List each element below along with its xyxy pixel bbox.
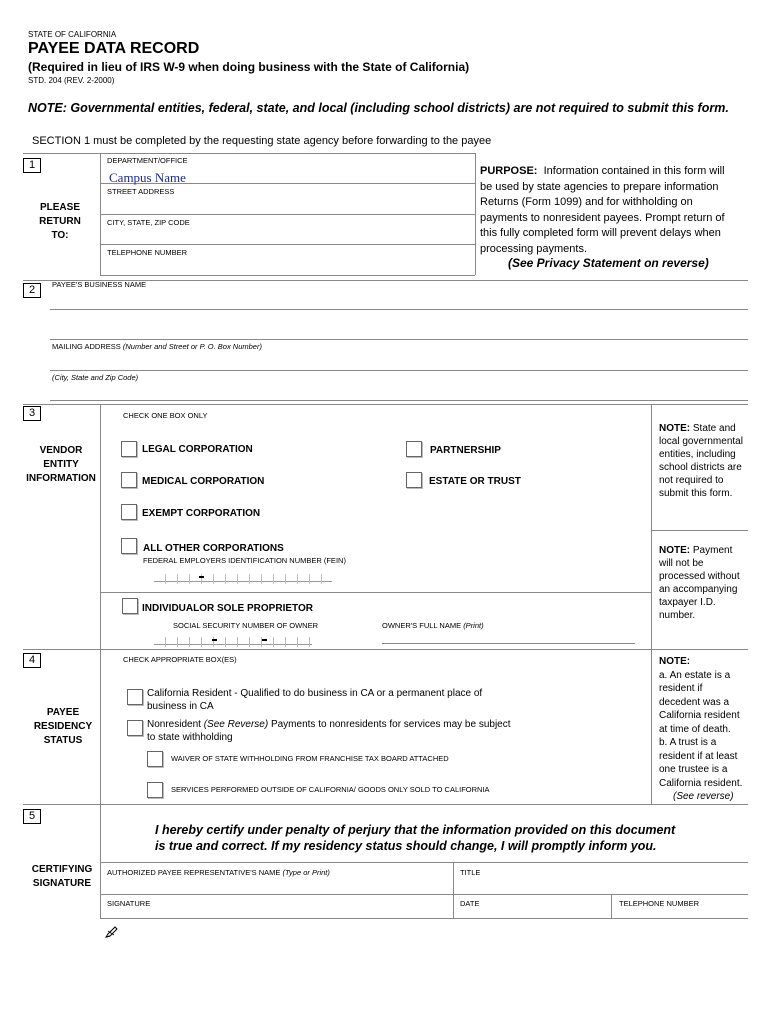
rep-name-label[interactable] [107, 868, 330, 877]
partnership-checkbox[interactable] [406, 441, 422, 457]
purpose-line: payments to nonresident payees. Prompt return of [480, 211, 725, 224]
section-1-number: 1 [23, 158, 41, 173]
section-3-number: 3 [23, 406, 41, 421]
owner-name-field[interactable] [382, 643, 635, 644]
vendor-label-line: INFORMATION [26, 473, 96, 484]
exempt-corporation-label: EXEMPT CORPORATION [142, 508, 261, 519]
note-heading: NOTE: [659, 423, 691, 434]
note-line: processed without [659, 571, 740, 582]
note-line: b. A trust is a [659, 737, 717, 748]
mailing-address-text: MAILING ADDRESS [52, 342, 121, 351]
mailing-address-label [52, 342, 262, 351]
residency-status-label [30, 706, 96, 748]
title-label[interactable]: TITLE [460, 868, 481, 877]
other-corporations-label: ALL OTHER CORPORATIONS [143, 543, 284, 554]
estate-trust-label: ESTATE OR TRUST [429, 476, 521, 487]
partnership-label: PARTNERSHIP [430, 445, 501, 456]
note-line: school districts are [659, 462, 742, 473]
purpose-line: processing payments. [480, 242, 587, 255]
return-label-line: TO: [51, 230, 69, 241]
return-to-label [30, 201, 90, 243]
california-resident-label [147, 687, 482, 713]
california-resident-checkbox[interactable] [127, 689, 143, 705]
note-line: resident if [659, 683, 703, 694]
note-residency [659, 655, 751, 804]
individual-checkbox[interactable] [122, 598, 138, 614]
street-address-label: STREET ADDRESS [107, 187, 175, 196]
resident-line: California Resident - Qualified to do business in CA or a permanent place of [147, 688, 483, 699]
ssn-field[interactable] [154, 634, 312, 645]
note-line: local governmental [659, 436, 743, 447]
note-heading: NOTE: [659, 656, 691, 667]
certifying-label-line: SIGNATURE [32, 878, 92, 889]
purpose-line-text: Information contained in this form will [543, 165, 725, 177]
section-4-number: 4 [23, 653, 41, 668]
note-line [659, 422, 749, 435]
form-number: STD. 204 (REV. 2-2000) [28, 76, 115, 85]
note-line: submit this form. [659, 488, 733, 499]
exempt-corporation-checkbox[interactable] [121, 504, 137, 520]
note-line: California resident [659, 710, 740, 721]
nonresident-checkbox[interactable] [127, 720, 143, 736]
residency-label-line: RESIDENCY [33, 721, 93, 732]
ssn-dash-2 [262, 639, 267, 641]
medical-corporation-label: MEDICAL CORPORATION [142, 476, 265, 487]
purpose-line: this fully completed form will prevent delays when [480, 227, 721, 239]
certifying-label-line: CERTIFYING [31, 864, 93, 875]
privacy-statement: (See Privacy Statement on reverse) [508, 256, 709, 270]
section-2-number: 2 [23, 283, 41, 298]
check-one-label: CHECK ONE BOX ONLY [123, 411, 208, 420]
note-see-reverse: (See reverse) [673, 791, 734, 802]
mailing-address-hint: (Number and Street or P. O. Box Number) [122, 342, 262, 351]
vendor-label-line: ENTITY [43, 459, 79, 470]
services-outside-checkbox[interactable] [147, 782, 163, 798]
note-line-text: State and [692, 423, 736, 434]
vendor-label-line: VENDOR [39, 445, 83, 456]
nonresident-text: Nonresident [147, 719, 201, 730]
services-outside-label: SERVICES PERFORMED OUTSIDE OF CALIFORNIA/ GOODS ONLY SOLD TO CALIFORNIA [171, 785, 490, 794]
note-line: a. An estate is a [659, 669, 731, 681]
note-line: California resident. [659, 777, 743, 789]
business-name-field-2[interactable] [50, 339, 748, 340]
note-line: one trustee is a [659, 764, 728, 775]
nonresident-label [147, 718, 511, 744]
medical-corporation-checkbox[interactable] [121, 472, 137, 488]
note-heading: NOTE: [659, 545, 691, 556]
purpose-line: Returns (Form 1099) and for withholding on [480, 196, 693, 208]
residency-label-line: PAYEE [46, 707, 80, 718]
dept-office-value[interactable]: Campus Name [109, 170, 186, 185]
certifying-signature-label [26, 863, 98, 891]
legal-corporation-label: LEGAL CORPORATION [142, 444, 253, 455]
note-line: an accompanying [659, 584, 738, 595]
nonresident-see-reverse: (See Reverse) [203, 719, 269, 730]
owner-name-text: OWNER'S FULL NAME [382, 621, 462, 630]
section-5-number: 5 [23, 809, 41, 824]
note-line [659, 544, 751, 557]
purpose-line [480, 164, 748, 180]
nonresident-payments-text: Payments to nonresidents for services may be subject [270, 719, 511, 730]
waiver-label: WAIVER OF STATE WITHHOLDING FROM FRANCHISE TAX BOARD ATTACHED [171, 754, 449, 763]
nonresident-line: to state withholding [147, 732, 233, 743]
date-label[interactable]: DATE [460, 899, 480, 908]
note-line: not required to [659, 475, 724, 486]
rep-name-text: AUTHORIZED PAYEE REPRESENTATIVE'S NAME [107, 868, 281, 877]
estate-trust-checkbox[interactable] [406, 472, 422, 488]
ssn-dash-1 [212, 639, 217, 641]
fein-label: FEDERAL EMPLOYERS IDENTIFICATION NUMBER (FEIN) [143, 556, 346, 565]
resident-line: business in CA [147, 701, 214, 712]
certify-line: I hereby certify under penalty of perjury that the information provided on this document [155, 823, 676, 837]
dept-office-label: DEPARTMENT/OFFICE [107, 156, 188, 165]
owner-name-hint: (Print) [463, 621, 484, 630]
check-boxes-label: CHECK APPROPRIATE BOX(ES) [123, 655, 237, 664]
city-state-zip-label: CITY, STATE, ZIP CODE [107, 218, 190, 227]
nonresident-line [147, 718, 511, 731]
rep-name-hint: (Type or Print) [282, 868, 330, 877]
residency-label-line: STATUS [43, 735, 83, 746]
purpose-heading: PURPOSE: [480, 165, 538, 177]
return-label-line: RETURN [39, 216, 81, 227]
note-payment [659, 544, 751, 622]
business-name-field[interactable] [50, 309, 748, 310]
note-line: taxpayer I.D. [659, 597, 716, 608]
owner-name-label [382, 621, 484, 630]
city-zip-field[interactable] [50, 400, 748, 401]
note-line-text: Payment [692, 545, 733, 556]
legal-corporation-checkbox[interactable] [121, 441, 137, 457]
waiver-checkbox[interactable] [147, 751, 163, 767]
form-subtitle: (Required in lieu of IRS W-9 when doing business with the State of California) [28, 60, 470, 74]
certify-line: is true and correct. If my residency status should change, I will promptly inform you. [155, 839, 657, 853]
purpose-text [480, 164, 748, 257]
note-line: will not be [659, 558, 704, 569]
business-name-label: PAYEE'S BUSINESS NAME [52, 280, 147, 289]
note-governmental [659, 422, 749, 500]
individual-label: INDIVIDUALOR SOLE PROPRIETOR [142, 603, 313, 614]
purpose-line: be used by state agencies to prepare information [480, 180, 719, 193]
telephone-number-label[interactable]: TELEPHONE NUMBER [619, 899, 700, 908]
return-label-line: PLEASE [39, 202, 80, 213]
certification-statement [155, 822, 675, 854]
note-line: resident if at least [659, 750, 738, 762]
note-line: at time of death. [659, 723, 731, 735]
note-line: number. [659, 610, 696, 621]
state-label: STATE OF CALIFORNIA [28, 30, 117, 39]
section-intro: SECTION 1 must be completed by the requesting state agency before forwarding to the payee [32, 135, 492, 147]
governmental-note: NOTE: Governmental entities, federal, state, and local (including school districts) are not required to submit this form. [28, 101, 729, 115]
ssn-label: SOCIAL SECURITY NUMBER OF OWNER [173, 621, 319, 630]
form-title: PAYEE DATA RECORD [28, 40, 200, 57]
fein-field[interactable] [154, 571, 332, 582]
vendor-entity-label [22, 444, 100, 486]
note-line: entities, including [659, 449, 736, 460]
other-corporations-checkbox[interactable] [121, 538, 137, 554]
pen-icon [105, 926, 119, 938]
mailing-address-field[interactable] [50, 370, 748, 371]
note-line: decedent was a [659, 696, 730, 708]
telephone-label: TELEPHONE NUMBER [107, 248, 188, 257]
city-zip-hint: (City, State and Zip Code) [52, 373, 139, 382]
signature-label[interactable]: SIGNATURE [107, 899, 151, 908]
fein-dash [199, 576, 204, 578]
